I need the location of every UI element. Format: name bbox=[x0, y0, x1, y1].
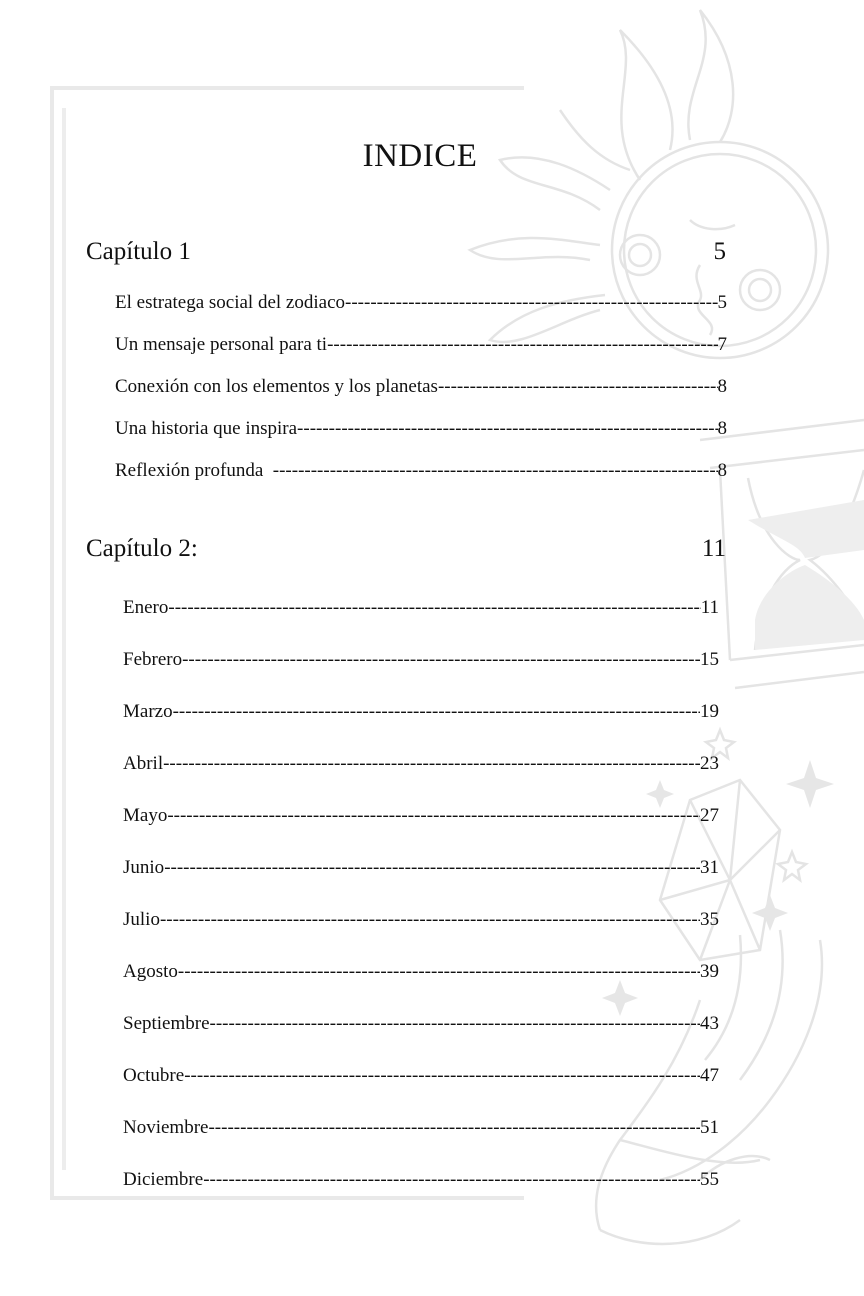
toc-entry-month bbox=[123, 597, 719, 619]
toc-entry-label: Diciembre bbox=[123, 1169, 204, 1190]
toc-entry-month bbox=[123, 1117, 719, 1139]
toc-entry-label: Una historia que inspira bbox=[115, 418, 298, 439]
toc-entry-label: Reflexión profunda bbox=[115, 460, 273, 481]
dot-leader bbox=[173, 701, 700, 723]
toc-entry-label: Conexión con los elementos y los planetas bbox=[115, 376, 438, 397]
chapter-title: Capítulo 1 bbox=[86, 238, 191, 265]
toc-entry-page: 8 bbox=[717, 376, 727, 397]
dot-leader bbox=[273, 460, 718, 482]
toc-entry-page: 27 bbox=[700, 805, 719, 826]
toc-entry-page: 19 bbox=[700, 701, 719, 722]
chapter-title: Capítulo 2: bbox=[86, 535, 198, 562]
toc-entry bbox=[115, 376, 727, 398]
toc-entry-label: El estratega social del zodiaco bbox=[115, 292, 346, 313]
dot-leader bbox=[178, 961, 700, 983]
toc-entry-month bbox=[123, 857, 719, 879]
toc-entry bbox=[115, 292, 727, 314]
toc-entry-label: Agosto bbox=[123, 961, 178, 982]
toc-entry-label: Junio bbox=[123, 857, 165, 878]
dot-leader bbox=[327, 334, 717, 356]
dot-leader bbox=[164, 857, 700, 879]
dot-leader bbox=[160, 909, 700, 931]
chapter-heading-1 bbox=[86, 238, 726, 266]
dot-leader bbox=[168, 597, 700, 619]
toc-entry bbox=[115, 334, 727, 356]
decorative-frame-inner-line bbox=[62, 108, 66, 1170]
toc-entry-page: 8 bbox=[717, 460, 727, 481]
toc-entry-label: Abril bbox=[123, 753, 164, 774]
dot-leader bbox=[208, 1117, 700, 1139]
toc-entry bbox=[115, 418, 727, 440]
toc-entry-page: 31 bbox=[700, 857, 719, 878]
toc-entry-label: Noviembre bbox=[123, 1117, 209, 1138]
dot-leader bbox=[297, 418, 717, 440]
toc-entry-label: Julio bbox=[123, 909, 160, 930]
toc-entry-label: Enero bbox=[123, 597, 169, 618]
toc-entry-month bbox=[123, 701, 719, 723]
toc-entry-month bbox=[123, 961, 719, 983]
toc-entry-month bbox=[123, 649, 719, 671]
page-title: INDICE bbox=[362, 138, 478, 174]
dot-leader bbox=[438, 376, 718, 398]
chapter-heading-2 bbox=[86, 535, 726, 563]
toc-entry-page: 5 bbox=[717, 292, 727, 313]
toc-entry-page: 7 bbox=[717, 334, 727, 355]
toc-entry-page: 11 bbox=[700, 597, 719, 618]
toc-entry-month bbox=[123, 753, 719, 775]
dot-leader bbox=[182, 649, 700, 671]
toc-entry-page: 39 bbox=[700, 961, 719, 982]
toc-entry bbox=[115, 460, 727, 482]
dot-leader bbox=[163, 753, 700, 775]
toc-entry-label: Febrero bbox=[123, 649, 183, 670]
toc-entry-label: Octubre bbox=[123, 1065, 185, 1086]
toc-entry-page: 47 bbox=[700, 1065, 719, 1086]
toc-entry-label: Un mensaje personal para ti bbox=[115, 334, 328, 355]
toc-entry-page: 23 bbox=[700, 753, 719, 774]
toc-entry-month bbox=[123, 805, 719, 827]
toc-entry-label: Septiembre bbox=[123, 1013, 210, 1034]
toc-entry-month bbox=[123, 1169, 719, 1191]
toc-entry-page: 35 bbox=[700, 909, 719, 930]
dot-leader bbox=[203, 1169, 700, 1191]
toc-entry-month bbox=[123, 1013, 719, 1035]
chapter-page-number: 5 bbox=[713, 238, 726, 265]
toc-entry-page: 8 bbox=[717, 418, 727, 439]
toc-entry-label: Marzo bbox=[123, 701, 173, 722]
toc-entry-month bbox=[123, 909, 719, 931]
toc-entry-page: 55 bbox=[700, 1169, 719, 1190]
toc-entry-page: 51 bbox=[700, 1117, 719, 1138]
chapter-page-number: 11 bbox=[701, 535, 726, 562]
toc-entry-month bbox=[123, 1065, 719, 1087]
dot-leader bbox=[167, 805, 700, 827]
dot-leader bbox=[345, 292, 717, 314]
dot-leader bbox=[184, 1065, 700, 1087]
toc-entry-page: 15 bbox=[700, 649, 719, 670]
toc-entry-label: Mayo bbox=[123, 805, 168, 826]
dot-leader bbox=[210, 1013, 700, 1035]
toc-entry-page: 43 bbox=[700, 1013, 719, 1034]
